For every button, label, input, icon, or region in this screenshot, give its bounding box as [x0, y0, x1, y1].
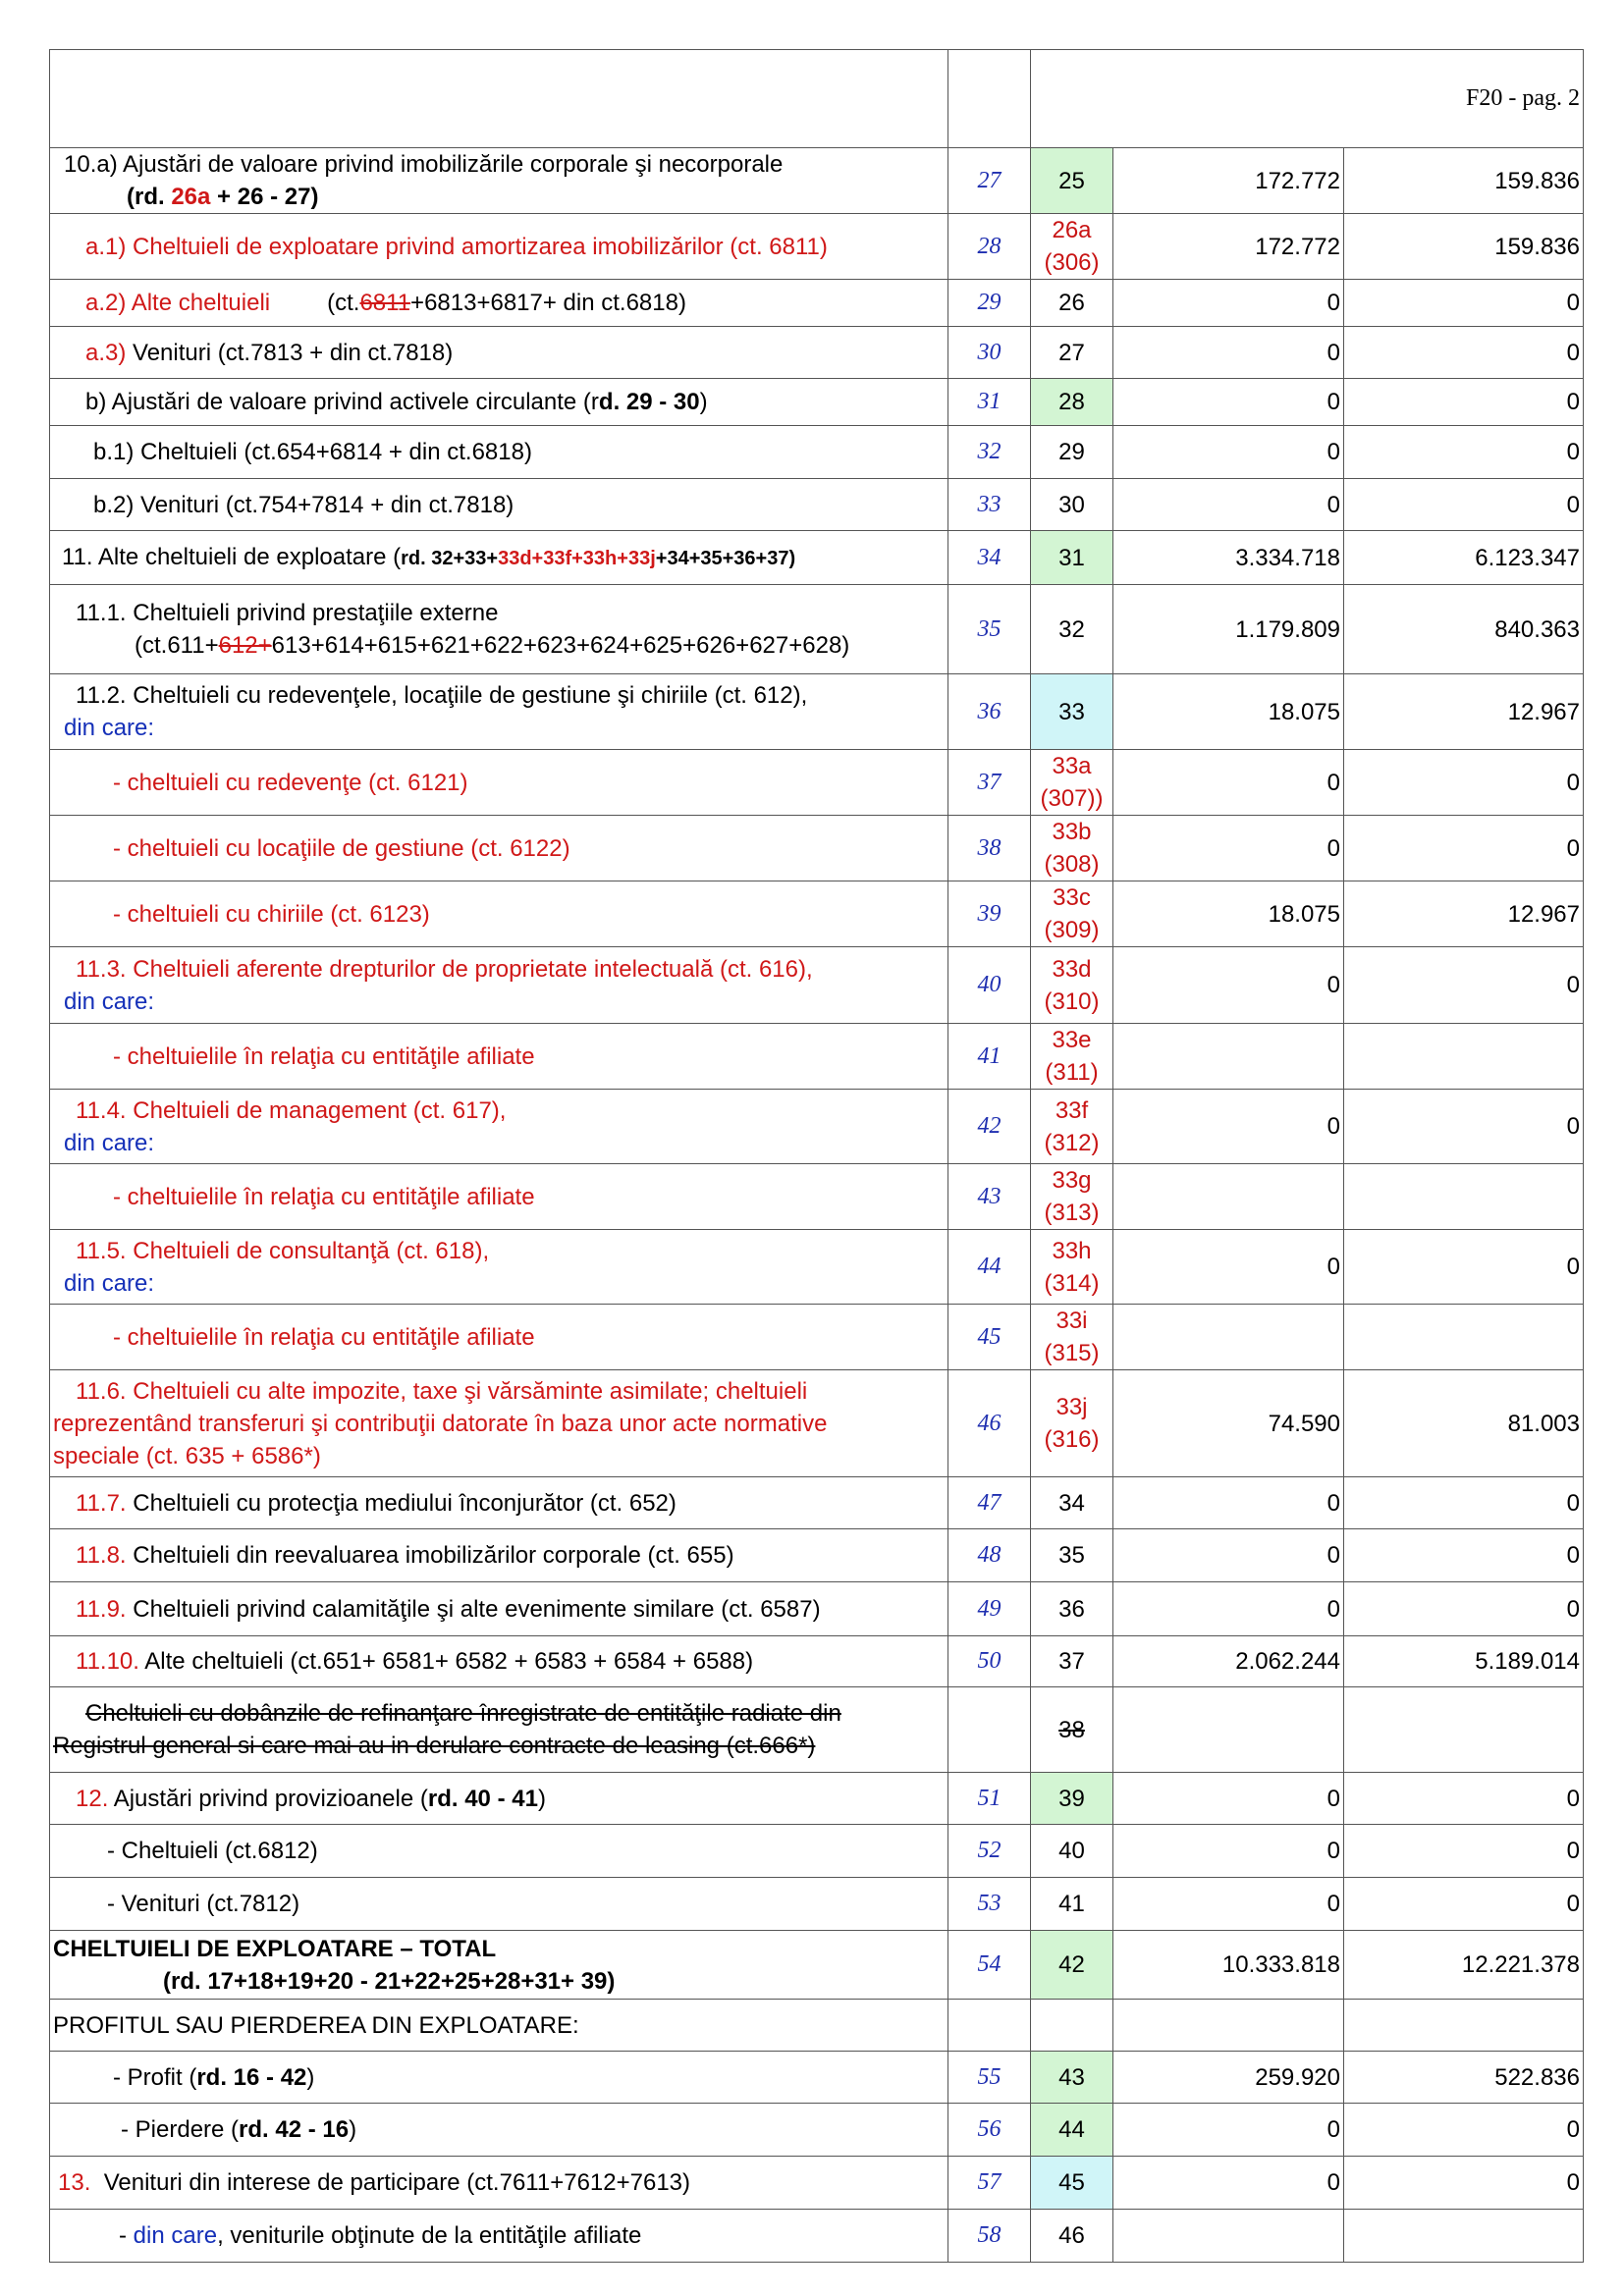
value-current [1344, 2210, 1584, 2263]
row-number: 55 [948, 2052, 1031, 2104]
table-row [50, 1636, 1584, 1687]
row-label: 11.10. Alte cheltuieli (ct.651+ 6581+ 6582 + 6583 + 6584 + 6588) [50, 1636, 948, 1687]
table-row [50, 1582, 1584, 1636]
header-row [50, 50, 1584, 148]
table-row [50, 1529, 1584, 1582]
value-current: 840.363 [1344, 585, 1584, 674]
value-previous: 0 [1113, 1878, 1344, 1931]
table-row [50, 479, 1584, 531]
row-label: 11.2. Cheltuieli cu redevenţele, locaţiile de gestiune şi chiriile (ct. 612), din care: [50, 674, 948, 750]
table-row [50, 2157, 1584, 2210]
value-previous: 0 [1113, 327, 1344, 379]
row-number: 40 [948, 947, 1031, 1024]
value-previous: 18.075 [1113, 674, 1344, 750]
row-number: 38 [948, 816, 1031, 881]
value-current: 0 [1344, 1878, 1584, 1931]
row-number: 42 [948, 1090, 1031, 1164]
value-previous: 2.062.244 [1113, 1636, 1344, 1687]
value-previous: 0 [1113, 947, 1344, 1024]
rd-code: 33e (311) [1031, 1024, 1113, 1090]
rd-code: 37 [1031, 1636, 1113, 1687]
row-number: 28 [948, 214, 1031, 280]
row-number: 34 [948, 531, 1031, 585]
table-row [50, 327, 1584, 379]
value-current: 0 [1344, 1825, 1584, 1878]
value-previous: 74.590 [1113, 1370, 1344, 1477]
value-previous: 172.772 [1113, 148, 1344, 214]
value-current: 0 [1344, 1230, 1584, 1305]
row-label: 11.6. Cheltuieli cu alte impozite, taxe şi vărsăminte asimilate; cheltuieli reprezentând transferuri şi contribuţii datorate în baza unor acte normative speciale (ct. 635 + 6586*) [50, 1370, 948, 1477]
value-current: 12.967 [1344, 881, 1584, 947]
table-row [50, 816, 1584, 881]
table-row [50, 750, 1584, 816]
value-current [1344, 1687, 1584, 1773]
row-number: 51 [948, 1773, 1031, 1825]
value-previous [1113, 2210, 1344, 2263]
value-previous: 0 [1113, 1477, 1344, 1529]
row-number: 47 [948, 1477, 1031, 1529]
row-number: 48 [948, 1529, 1031, 1582]
table-row [50, 1164, 1584, 1230]
row-number: 31 [948, 379, 1031, 426]
rd-code: 39 [1031, 1773, 1113, 1825]
value-previous: 0 [1113, 1582, 1344, 1636]
value-previous [1113, 1024, 1344, 1090]
value-current: 5.189.014 [1344, 1636, 1584, 1687]
rd-code: 42 [1031, 1931, 1113, 2000]
row-number [948, 1687, 1031, 1773]
row-label: - cheltuielile în relaţia cu entităţile afiliate [50, 1164, 948, 1230]
value-current [1344, 2000, 1584, 2052]
rd-code: 33 [1031, 674, 1113, 750]
value-current: 0 [1344, 2104, 1584, 2157]
value-current: 0 [1344, 750, 1584, 816]
table-row [50, 585, 1584, 674]
table-row [50, 148, 1584, 214]
row-number: 50 [948, 1636, 1031, 1687]
rd-code: 45 [1031, 2157, 1113, 2210]
value-current: 0 [1344, 1090, 1584, 1164]
row-number: 30 [948, 327, 1031, 379]
row-label: - cheltuieli cu locaţiile de gestiune (ct. 6122) [50, 816, 948, 881]
row-number: 39 [948, 881, 1031, 947]
value-current: 159.836 [1344, 148, 1584, 214]
rd-code: 41 [1031, 1878, 1113, 1931]
row-label: 11.9. Cheltuieli privind calamităţile şi alte evenimente similare (ct. 6587) [50, 1582, 948, 1636]
value-previous: 0 [1113, 479, 1344, 531]
table-row [50, 1305, 1584, 1370]
row-label: b.1) Cheltuieli (ct.654+6814 + din ct.6818) [50, 426, 948, 479]
value-previous: 0 [1113, 1773, 1344, 1825]
value-current: 522.836 [1344, 2052, 1584, 2104]
value-previous: 0 [1113, 1230, 1344, 1305]
value-current: 0 [1344, 280, 1584, 327]
rd-code: 28 [1031, 379, 1113, 426]
value-current: 6.123.347 [1344, 531, 1584, 585]
rd-code: 33c (309) [1031, 881, 1113, 947]
value-current: 0 [1344, 1529, 1584, 1582]
rd-code: 31 [1031, 531, 1113, 585]
row-label: - din care, veniturile obţinute de la entităţile afiliate [50, 2210, 948, 2263]
value-current: 81.003 [1344, 1370, 1584, 1477]
table-row [50, 1773, 1584, 1825]
row-label: 12. Ajustări privind provizioanele (rd. 40 - 41) [50, 1773, 948, 1825]
rd-code: 26 [1031, 280, 1113, 327]
rd-code: 33d (310) [1031, 947, 1113, 1024]
row-label: - Profit (rd. 16 - 42) [50, 2052, 948, 2104]
value-current: 0 [1344, 947, 1584, 1024]
financial-statement-table [49, 49, 1584, 2263]
value-previous: 1.179.809 [1113, 585, 1344, 674]
table-row [50, 674, 1584, 750]
value-previous: 0 [1113, 1825, 1344, 1878]
table-row [50, 379, 1584, 426]
row-label: a.1) Cheltuieli de exploatare privind amortizarea imobilizărilor (ct. 6811) [50, 214, 948, 280]
value-previous: 0 [1113, 750, 1344, 816]
rd-code: 44 [1031, 2104, 1113, 2157]
table-row [50, 1370, 1584, 1477]
table-row [50, 531, 1584, 585]
row-number: 41 [948, 1024, 1031, 1090]
row-number: 58 [948, 2210, 1031, 2263]
value-current: 0 [1344, 1477, 1584, 1529]
value-previous: 0 [1113, 2104, 1344, 2157]
row-label: 10.a) Ajustări de valoare privind imobilizările corporale şi necorporale (rd. 26a + 26 - 27) [50, 148, 948, 214]
row-label: - cheltuielile în relaţia cu entităţile afiliate [50, 1305, 948, 1370]
row-number [948, 2000, 1031, 2052]
table-row [50, 1878, 1584, 1931]
rd-code: 33h (314) [1031, 1230, 1113, 1305]
rd-code: 29 [1031, 426, 1113, 479]
row-label: 11. Alte cheltuieli de exploatare (rd. 32+33+33d+33f+33h+33j+34+35+36+37) [50, 531, 948, 585]
value-previous: 172.772 [1113, 214, 1344, 280]
row-label: CHELTUIELI DE EXPLOATARE – TOTAL (rd. 17+18+19+20 - 21+22+25+28+31+ 39) [50, 1931, 948, 2000]
row-label: - Venituri (ct.7812) [50, 1878, 948, 1931]
row-number: 29 [948, 280, 1031, 327]
header-blank-cell [948, 50, 1031, 148]
row-label: 11.7. Cheltuieli cu protecţia mediului înconjurător (ct. 652) [50, 1477, 948, 1529]
row-number: 43 [948, 1164, 1031, 1230]
rd-code: 38 [1031, 1687, 1113, 1773]
value-previous: 10.333.818 [1113, 1931, 1344, 2000]
row-number: 45 [948, 1305, 1031, 1370]
rd-code: 33j (316) [1031, 1370, 1113, 1477]
row-label: - Pierdere (rd. 42 - 16) [50, 2104, 948, 2157]
rd-code: 27 [1031, 327, 1113, 379]
table-row [50, 280, 1584, 327]
row-label: PROFITUL SAU PIERDEREA DIN EXPLOATARE: [50, 2000, 948, 2052]
row-label: b) Ajustări de valoare privind activele circulante (rd. 29 - 30) [50, 379, 948, 426]
table-row [50, 1024, 1584, 1090]
table-row [50, 214, 1584, 280]
value-previous [1113, 1687, 1344, 1773]
value-previous: 0 [1113, 379, 1344, 426]
row-label: 13. Venituri din interese de participare (ct.7611+7612+7613) [50, 2157, 948, 2210]
row-number: 53 [948, 1878, 1031, 1931]
value-previous: 259.920 [1113, 2052, 1344, 2104]
row-number: 36 [948, 674, 1031, 750]
row-label: 11.5. Cheltuieli de consultanţă (ct. 618), din care: [50, 1230, 948, 1305]
row-label: 11.3. Cheltuieli aferente drepturilor de proprietate intelectuală (ct. 616), din care: [50, 947, 948, 1024]
row-number: 32 [948, 426, 1031, 479]
value-previous: 3.334.718 [1113, 531, 1344, 585]
table-row [50, 1825, 1584, 1878]
row-label: 11.1. Cheltuieli privind prestaţiile externe (ct.611+612+613+614+615+621+622+623+624+625+626+627+628) [50, 585, 948, 674]
rd-code [1031, 2000, 1113, 2052]
table-row [50, 1931, 1584, 2000]
value-current: 0 [1344, 2157, 1584, 2210]
row-number: 44 [948, 1230, 1031, 1305]
row-number: 46 [948, 1370, 1031, 1477]
value-previous [1113, 1305, 1344, 1370]
row-label: b.2) Venituri (ct.754+7814 + din ct.7818) [50, 479, 948, 531]
row-number: 52 [948, 1825, 1031, 1878]
value-previous: 0 [1113, 2157, 1344, 2210]
table-row [50, 2210, 1584, 2263]
row-label: - Cheltuieli (ct.6812) [50, 1825, 948, 1878]
table-row [50, 1687, 1584, 1773]
value-current [1344, 1305, 1584, 1370]
row-label: Cheltuieli cu dobânzile de refinanţare înregistrate de entităţile radiate din Registrul general si care mai au in derulare contracte de leasing (ct.666*) [50, 1687, 948, 1773]
value-previous: 0 [1113, 816, 1344, 881]
table-row [50, 2000, 1584, 2052]
rd-code: 26a (306) [1031, 214, 1113, 280]
value-current: 0 [1344, 1773, 1584, 1825]
table-row [50, 947, 1584, 1024]
value-current [1344, 1164, 1584, 1230]
row-number: 49 [948, 1582, 1031, 1636]
value-current: 0 [1344, 1582, 1584, 1636]
value-current: 0 [1344, 479, 1584, 531]
value-current [1344, 1024, 1584, 1090]
value-previous: 0 [1113, 1090, 1344, 1164]
table-row [50, 1230, 1584, 1305]
header-blank-cell [50, 50, 948, 148]
rd-code: 33a (307)) [1031, 750, 1113, 816]
rd-code: 32 [1031, 585, 1113, 674]
row-number: 35 [948, 585, 1031, 674]
row-number: 37 [948, 750, 1031, 816]
value-current: 0 [1344, 816, 1584, 881]
value-current: 0 [1344, 327, 1584, 379]
value-current: 0 [1344, 426, 1584, 479]
row-number: 56 [948, 2104, 1031, 2157]
row-label: a.2) Alte cheltuieli (ct.6811+6813+6817+ din ct.6818) [50, 280, 948, 327]
rd-code: 36 [1031, 1582, 1113, 1636]
row-label: 11.4. Cheltuieli de management (ct. 617), din care: [50, 1090, 948, 1164]
rd-code: 33g (313) [1031, 1164, 1113, 1230]
table-row [50, 881, 1584, 947]
table-row [50, 2052, 1584, 2104]
value-current: 0 [1344, 379, 1584, 426]
rd-code: 35 [1031, 1529, 1113, 1582]
value-previous: 18.075 [1113, 881, 1344, 947]
table-row [50, 1477, 1584, 1529]
page-label: F20 - pag. 2 [1031, 50, 1584, 148]
row-label: a.3) Venituri (ct.7813 + din ct.7818) [50, 327, 948, 379]
row-label: - cheltuieli cu chiriile (ct. 6123) [50, 881, 948, 947]
rd-code: 30 [1031, 479, 1113, 531]
rd-code: 33b (308) [1031, 816, 1113, 881]
rd-code: 33f (312) [1031, 1090, 1113, 1164]
value-previous [1113, 2000, 1344, 2052]
value-current: 12.967 [1344, 674, 1584, 750]
rd-code: 33i (315) [1031, 1305, 1113, 1370]
value-previous: 0 [1113, 426, 1344, 479]
value-current: 159.836 [1344, 214, 1584, 280]
row-number: 54 [948, 1931, 1031, 2000]
row-number: 27 [948, 148, 1031, 214]
table-row [50, 426, 1584, 479]
rd-code: 43 [1031, 2052, 1113, 2104]
table-row [50, 1090, 1584, 1164]
row-number: 57 [948, 2157, 1031, 2210]
row-number: 33 [948, 479, 1031, 531]
row-label: 11.8. Cheltuieli din reevaluarea imobilizărilor corporale (ct. 655) [50, 1529, 948, 1582]
value-previous: 0 [1113, 1529, 1344, 1582]
value-current: 12.221.378 [1344, 1931, 1584, 2000]
rd-code: 40 [1031, 1825, 1113, 1878]
value-previous [1113, 1164, 1344, 1230]
row-label: - cheltuielile în relaţia cu entităţile afiliate [50, 1024, 948, 1090]
rd-code: 25 [1031, 148, 1113, 214]
rd-code: 34 [1031, 1477, 1113, 1529]
value-previous: 0 [1113, 280, 1344, 327]
row-label: - cheltuieli cu redevenţe (ct. 6121) [50, 750, 948, 816]
table-row [50, 2104, 1584, 2157]
rd-code: 46 [1031, 2210, 1113, 2263]
